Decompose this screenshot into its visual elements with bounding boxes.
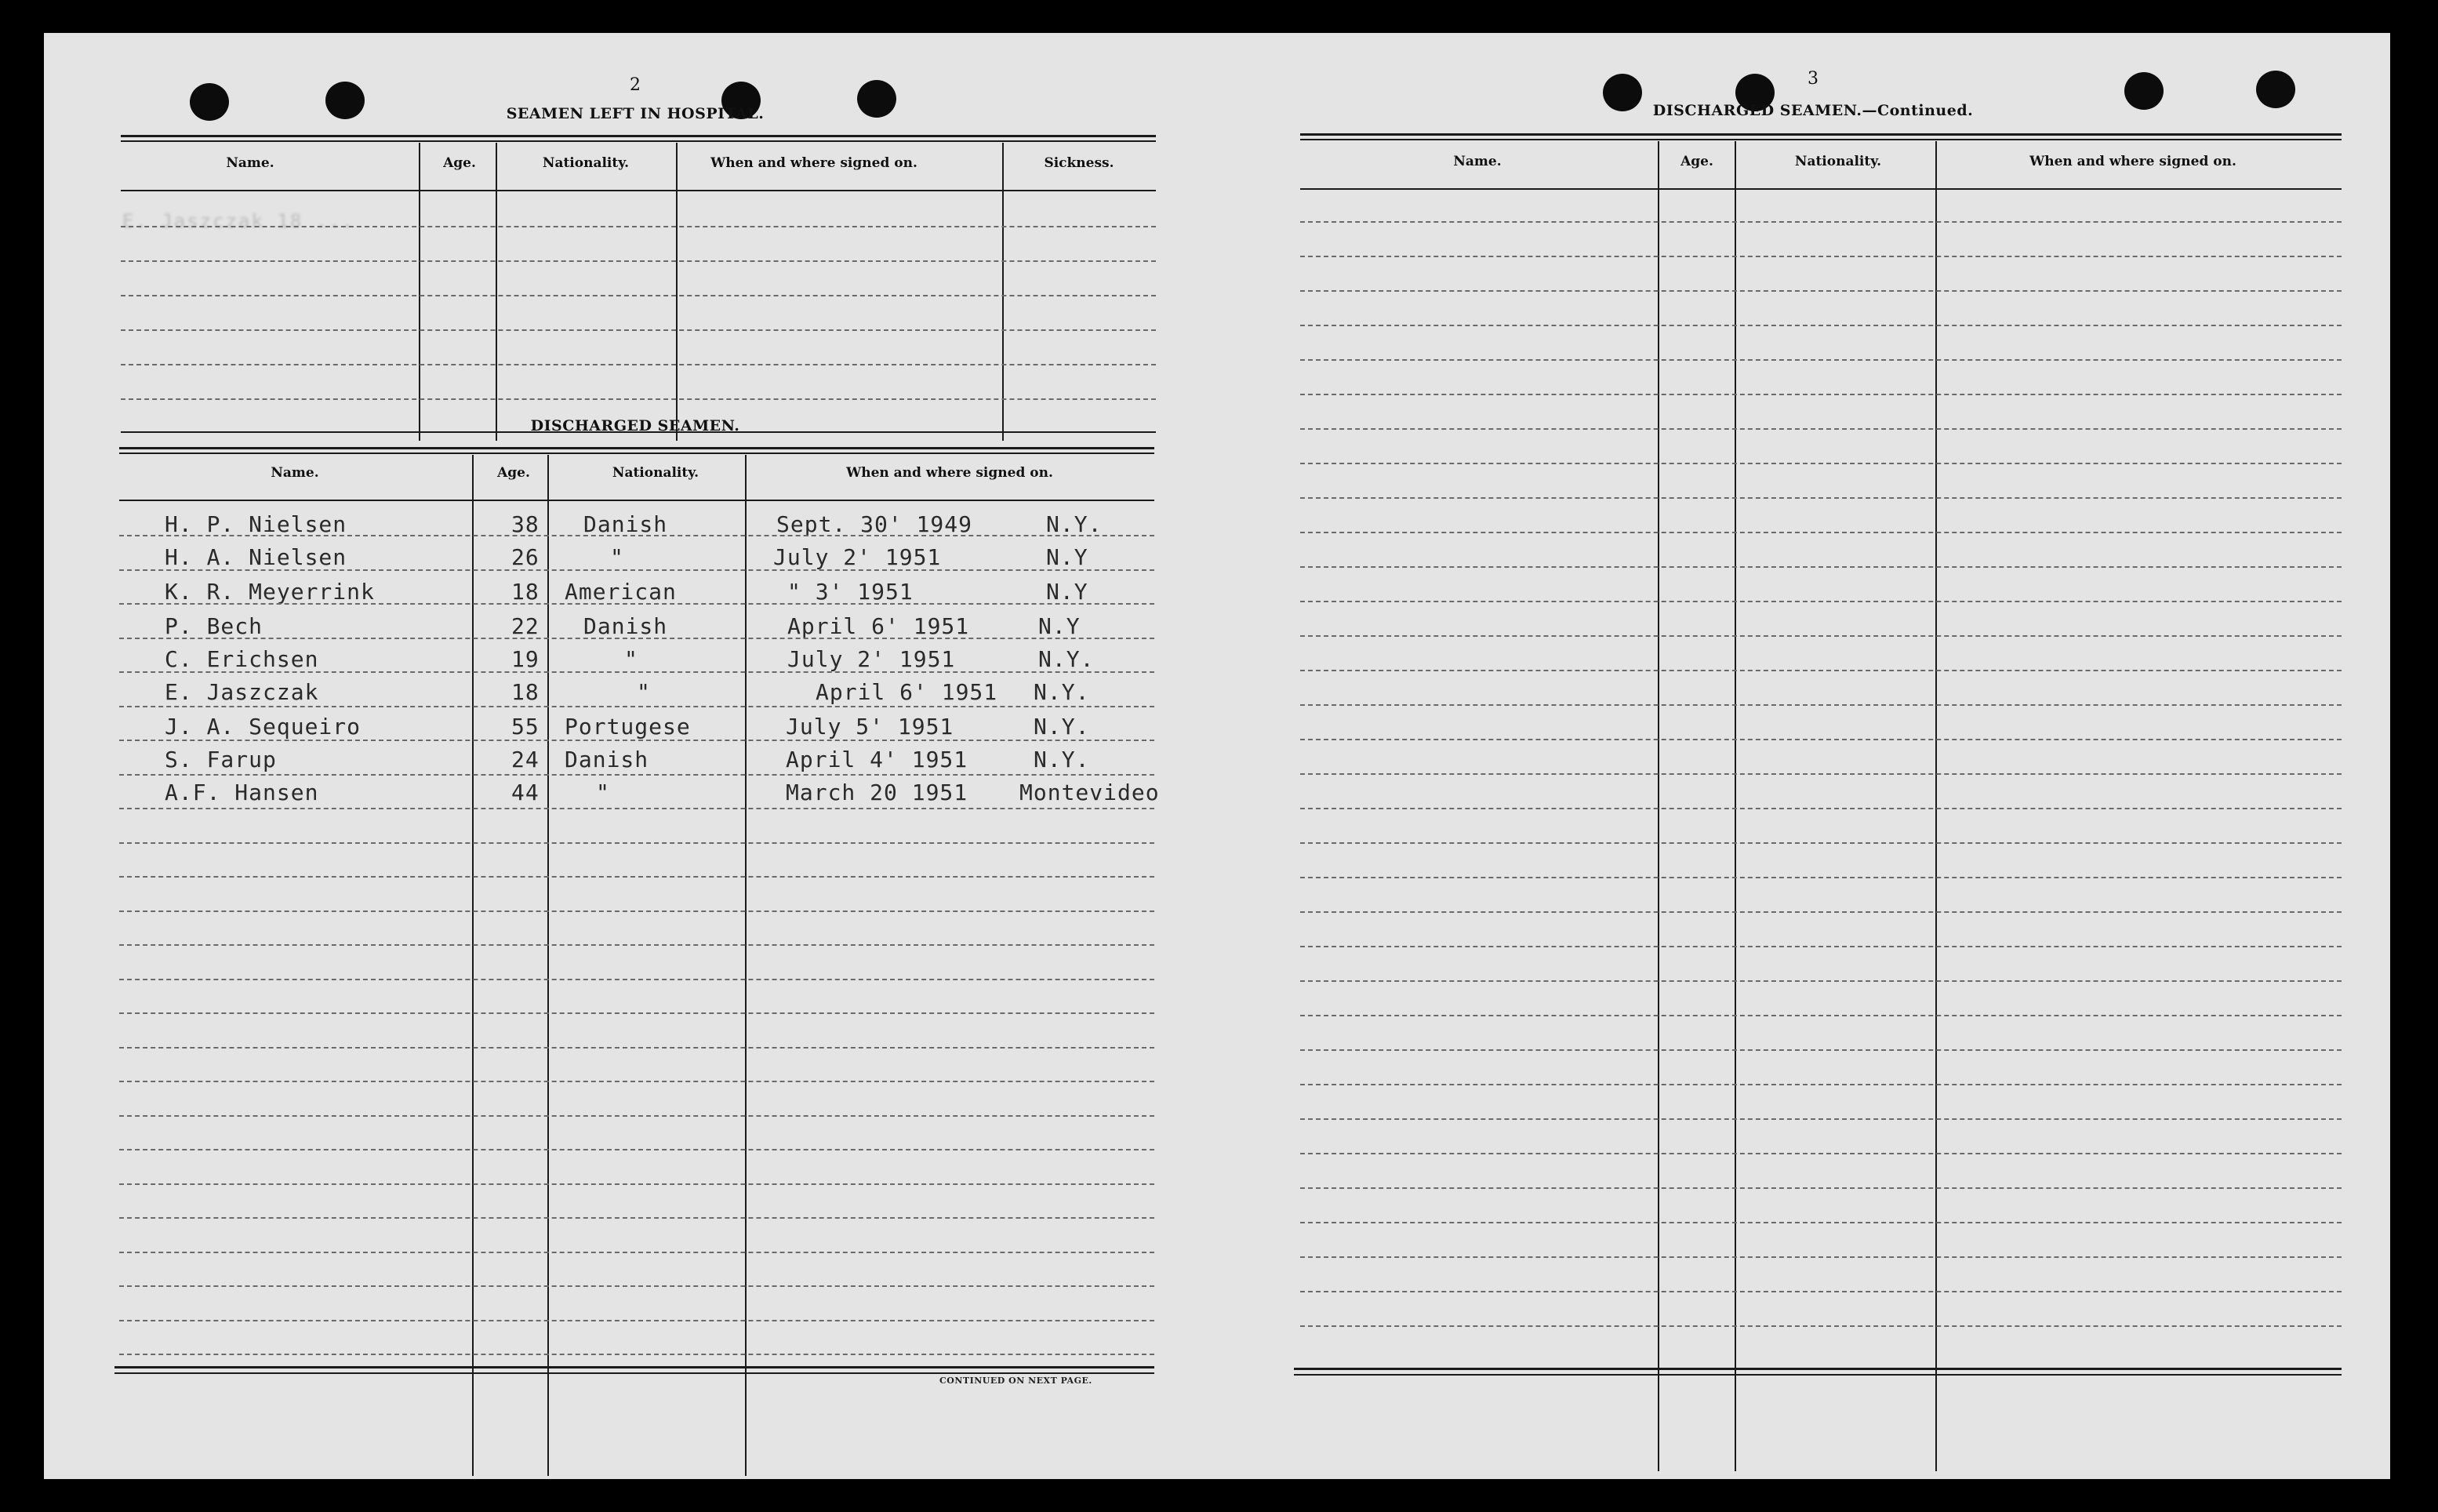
hospital-col-divider [676,143,678,441]
discharged-bottom-rule [114,1366,1154,1368]
ruled-line [119,603,1154,605]
ruled-line [1300,1049,2342,1051]
ruled-line [119,1320,1154,1321]
right-top-rule [1300,133,2342,136]
seaman-age: 26 [511,544,540,570]
ruled-line [1300,256,2342,257]
ruled-line [119,569,1154,571]
signed-on-date: April 6' 1951 [816,679,998,705]
seaman-nationality: Danish [583,613,668,639]
signed-on-place: N.Y. [1038,646,1095,672]
signed-on-date: July 5' 1951 [786,714,954,740]
ruled-line [1300,359,2342,361]
signed-on-place: N.Y. [1034,747,1090,772]
col-header-age: Age. [497,465,530,481]
ruled-line [119,638,1154,639]
seaman-age: 24 [511,747,540,772]
ruled-line [119,1285,1154,1287]
ruled-line [119,979,1154,980]
discharged-section-title: DISCHARGED SEAMEN. [530,417,740,434]
col-header-nationality: Nationality. [612,465,699,481]
hospital-col-divider [496,143,497,441]
seaman-name: C. Erichsen [165,646,319,672]
ruled-line [1300,1118,2342,1120]
ruled-line [1300,532,2342,533]
ruled-line [119,1252,1154,1253]
ruled-line [119,740,1154,741]
seaman-age: 55 [511,714,540,740]
ruled-line [119,910,1154,912]
ruled-line [1300,877,2342,878]
signed-on-place: N.Y. [1034,714,1090,740]
right-col-divider [1935,141,1937,1471]
seaman-age: 18 [511,679,540,705]
col-header-sickness: Sickness. [1044,155,1114,171]
ruled-line [121,364,1156,365]
col-header-nationality: Nationality. [542,155,630,171]
signed-on-place: N.Y [1046,544,1088,570]
ruled-line [119,842,1154,844]
ruled-line [119,876,1154,878]
signed-on-place: Montevideo [1019,780,1160,805]
ruled-line [1300,1084,2342,1085]
page-number: 2 [630,75,641,95]
signed-on-date: July 2' 1951 [773,544,942,570]
col-header-nationality: Nationality. [1794,154,1882,169]
seaman-name: J. A. Sequeiro [165,714,362,740]
ruled-line [121,329,1156,331]
seaman-name: H. P. Nielsen [165,511,347,537]
ruled-line [1300,566,2342,568]
ruled-line [119,1047,1154,1049]
right-bottom-rule [1294,1368,2342,1370]
ruled-line [1300,911,2342,913]
hospital-col-divider [419,143,420,441]
col-header-name: Name. [226,155,274,171]
signed-on-place: N.Y. [1046,511,1103,537]
ruled-line [1300,1153,2342,1154]
ruled-line [119,1149,1154,1150]
hospital-section-title: SEAMEN LEFT IN HOSPITAL. [506,105,765,122]
ruled-line [1300,739,2342,740]
seaman-name: H. A. Nielsen [165,544,347,570]
signed-on-place: N.Y. [1034,679,1090,705]
seaman-age: 44 [511,780,540,805]
ruled-line [121,398,1156,400]
signed-on-place: N.Y [1038,613,1081,639]
col-header-age: Age. [443,155,476,171]
col-header-age: Age. [1680,154,1713,169]
discharged-col-divider [745,455,747,1476]
signed-on-date: " 3' 1951 [787,579,914,605]
seaman-nationality: " [624,646,638,672]
seaman-nationality: " [610,544,624,570]
left-page [44,33,1220,1479]
right-col-divider [1735,141,1736,1471]
seaman-nationality: American [565,579,677,605]
right-bottom-rule-2 [1294,1374,2342,1376]
ruled-line [119,706,1154,707]
ruled-line [1300,635,2342,637]
ruled-line [119,671,1154,673]
signed-on-date: April 4' 1951 [786,747,968,772]
ruled-line [1300,773,2342,775]
ruled-line [1300,1015,2342,1016]
col-header-name: Name. [1453,154,1502,169]
seaman-age: 38 [511,511,540,537]
discharged-top-rule [119,447,1154,449]
right-page [1220,33,2390,1479]
ledger-sheet [44,33,2390,1479]
ruled-line [119,774,1154,776]
ruled-line [1300,325,2342,326]
discharged-top-rule-2 [119,453,1154,454]
hospital-col-divider [1002,143,1004,441]
seaman-name: S. Farup [165,747,277,772]
col-header-signed-on: When and where signed on. [846,465,1053,481]
signed-on-date: April 6' 1951 [787,613,970,639]
ruled-line [121,260,1156,262]
ruled-line [1300,428,2342,430]
ruled-line [119,1115,1154,1117]
ruled-line [1300,704,2342,706]
ruled-line [1300,221,2342,223]
ruled-line [1300,842,2342,844]
seaman-age: 19 [511,646,540,672]
ruled-line [1300,497,2342,499]
ruled-line [1300,463,2342,464]
signed-on-date: Sept. 30' 1949 [776,511,973,537]
signed-on-date: March 20 1951 [786,780,968,805]
seaman-nationality: Portugese [565,714,691,740]
ruled-line [1300,1222,2342,1223]
discharged-bottom-rule-2 [114,1372,1154,1374]
ruled-line [119,944,1154,946]
ruled-line [1300,808,2342,809]
ruled-line [1300,1291,2342,1292]
ruled-line [119,1081,1154,1082]
seaman-nationality: " [596,780,610,805]
discharged-col-divider [547,455,549,1476]
ruled-line [119,808,1154,809]
hospital-top-rule [121,135,1156,137]
ruled-line [121,226,1156,227]
ruled-line [119,1217,1154,1219]
right-top-rule-2 [1300,139,2342,140]
ruled-line [1300,394,2342,395]
discharged-header-rule [119,500,1154,501]
seaman-name: K. R. Meyerrink [165,579,375,605]
continued-footer: CONTINUED ON NEXT PAGE. [939,1376,1092,1386]
seaman-age: 18 [511,579,540,605]
ruled-line [1300,1256,2342,1258]
seaman-age: 22 [511,613,540,639]
ruled-line [1300,670,2342,671]
discharged-continued-title: DISCHARGED SEAMEN.—Continued. [1652,102,1974,119]
ruled-line [1300,946,2342,947]
signed-on-date: July 2' 1951 [787,646,956,672]
right-header-rule [1300,188,2342,190]
seaman-name: P. Bech [165,613,263,639]
right-col-divider [1658,141,1659,1471]
col-header-signed-on: When and where signed on. [710,155,917,171]
page-number: 3 [1808,69,1819,89]
col-header-signed-on: When and where signed on. [2029,154,2236,169]
ruled-line [1300,1187,2342,1189]
hospital-header-rule [121,190,1156,191]
seaman-nationality: Danish [565,747,649,772]
ruled-line [119,535,1154,536]
seaman-name: E. Jaszczak [165,679,319,705]
ruled-line [119,1183,1154,1185]
signed-on-place: N.Y [1046,579,1088,605]
ruled-line [121,295,1156,296]
ruled-line [1300,290,2342,292]
ruled-line [1300,1325,2342,1327]
hospital-top-rule-2 [121,140,1156,142]
ruled-line [1300,601,2342,602]
ruled-line [1300,980,2342,982]
discharged-col-divider [472,455,474,1476]
faint-hospital-entry: E. Jaszczak 18 ... [122,210,355,232]
seaman-nationality: " [637,679,651,705]
seaman-name: A.F. Hansen [165,780,319,805]
col-header-name: Name. [271,465,319,481]
ruled-line [119,1012,1154,1014]
seaman-nationality: Danish [583,511,668,537]
ruled-line [119,1354,1154,1355]
